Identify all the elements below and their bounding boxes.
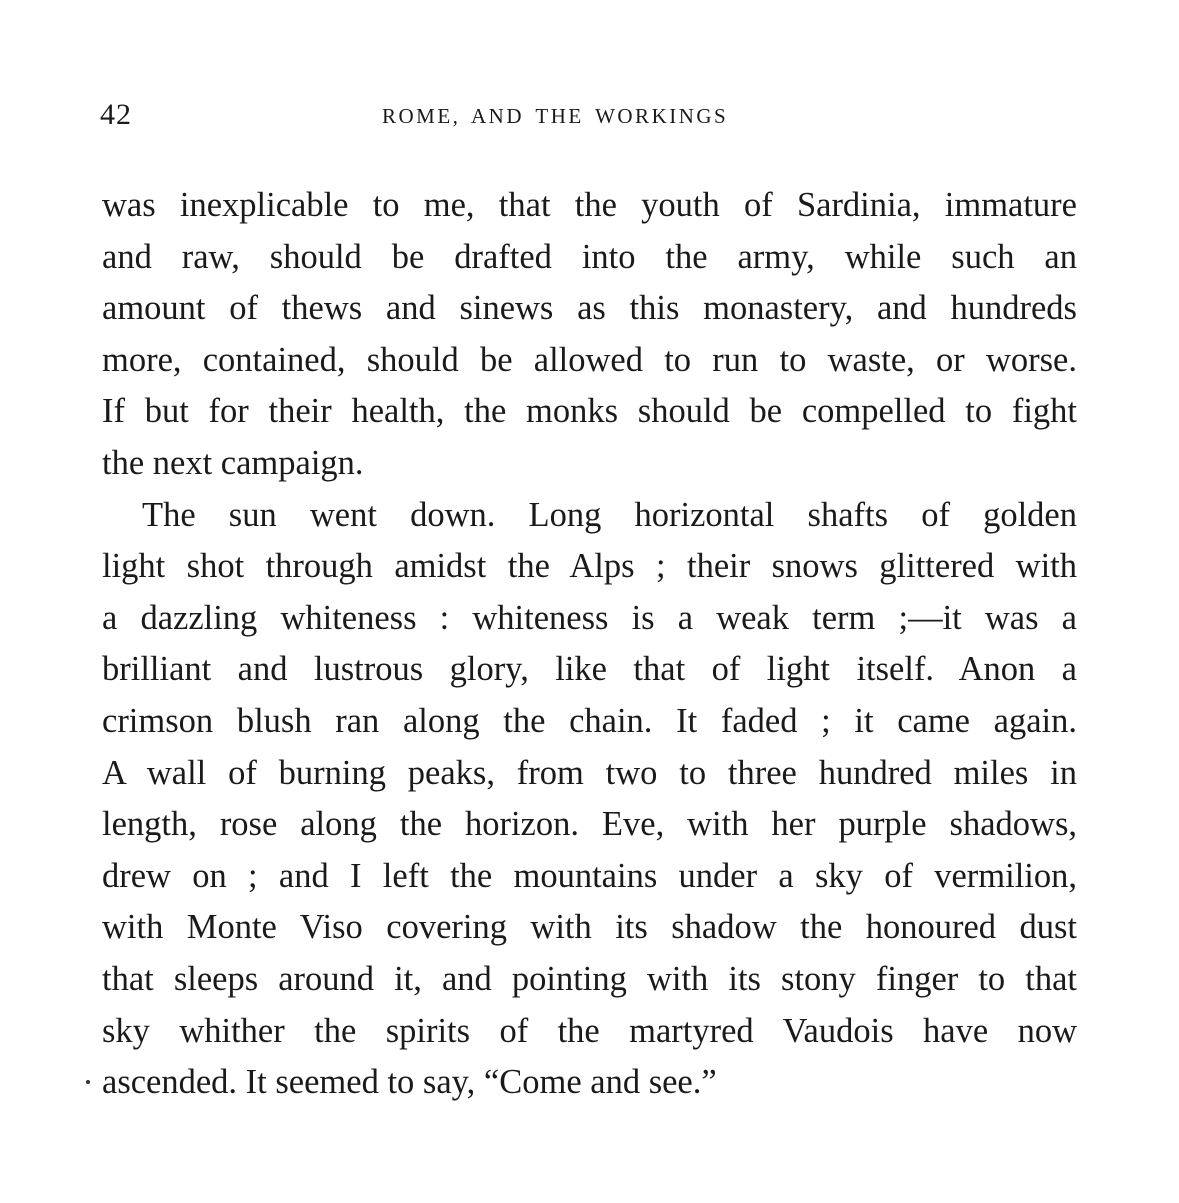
- text-line: crimson blush ran along the chain. It faded ; it came again.: [102, 701, 1077, 740]
- text-line: more, contained, should be allowed to run to waste, or worse.: [102, 340, 1077, 379]
- text-line: was inexplicable to me, that the youth of Sardinia, immature: [102, 186, 1077, 224]
- text-line: length, rose along the horizon. Eve, with her purple shadows,: [102, 805, 1077, 844]
- text-line: that sleeps around it, and pointing with its stony finger to that: [102, 959, 1077, 998]
- text-line: brilliant and lustrous glory, like that of light itself. Anon a: [102, 650, 1077, 689]
- text-line: drew on ; and I left the mountains under a sky of vermilion,: [102, 856, 1077, 895]
- text-line: If but for their health, the monks should be compelled to fight: [102, 392, 1077, 431]
- running-title: ROME, AND THE WORKINGS: [382, 104, 729, 128]
- text-line: ascended. It seemed to say, “Come and see.”: [102, 1063, 717, 1102]
- running-head: [100, 98, 1075, 138]
- text-line: sky whither the spirits of the martyred Vaudois have now: [102, 1011, 1077, 1050]
- body-text: [102, 180, 1077, 1109]
- text-line: with Monte Viso covering with its shadow the honoured dust: [102, 908, 1077, 947]
- text-line: amount of thews and sinews as this monastery, and hundreds: [102, 289, 1077, 328]
- paragraph-2: [102, 490, 1077, 1109]
- text-line: The sun went down. Long horizontal shafts of golden: [142, 495, 1077, 534]
- margin-mark: [86, 1080, 90, 1084]
- text-line: and raw, should be drafted into the army, while such an: [102, 237, 1077, 276]
- text-line: a dazzling whiteness : whiteness is a weak term ;—it was a: [102, 598, 1077, 637]
- text-line: light shot through amidst the Alps ; their snows glittered with: [102, 547, 1077, 586]
- paragraph-1: [102, 180, 1077, 490]
- page-number: 42: [100, 98, 132, 131]
- text-line: the next campaign.: [102, 443, 364, 482]
- text-line: A wall of burning peaks, from two to three hundred miles in: [102, 753, 1077, 792]
